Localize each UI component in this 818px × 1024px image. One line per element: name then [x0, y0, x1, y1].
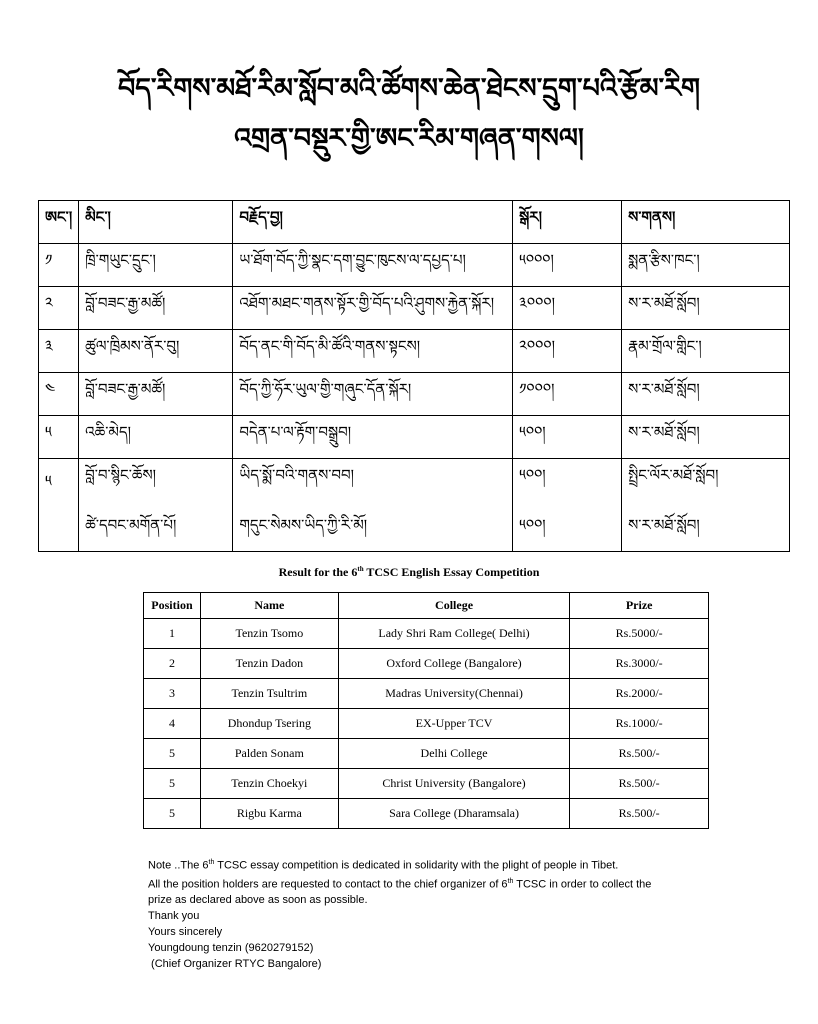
table-row [39, 330, 790, 373]
table-row [144, 679, 709, 709]
note-text: Note ..The 6 [148, 859, 209, 872]
name-cell: Tenzin Dadon [200, 649, 338, 679]
header-prize: སྒོར། [513, 201, 622, 244]
name-cell: Dhondup Tsering [200, 709, 338, 739]
prize-cell: Rs.500/- [570, 739, 709, 769]
english-result-table [143, 592, 709, 829]
note-text: TCSC essay competition is dedicated in solidarity with the plight of people in Tibet. [214, 859, 619, 872]
english-table-header [144, 593, 709, 619]
name-cell: བློ་བཟང་རྒྱ་མཚོ། [79, 373, 233, 416]
heading-text: TCSC English Essay Competition [363, 565, 540, 579]
prize-line: ༥༠༠། [519, 516, 546, 534]
table-row [144, 649, 709, 679]
prize-cell: ༡༠༠༠། [513, 373, 622, 416]
position-cell: 4 [144, 709, 201, 739]
position-cell: 5 [144, 799, 201, 829]
topic-cell: བོད་ཀྱི་ཧོར་ཡུལ་གྱི་གཞུང་དོན་སྐོར། [233, 373, 513, 416]
name-cell: ཁྲི་གཡུང་དྲུང་། [79, 244, 233, 287]
college-cell: Madras University(Chennai) [338, 679, 570, 709]
name-cell [79, 459, 233, 552]
table-row [144, 739, 709, 769]
tibetan-title-line-1: བོད་རིགས་མཐོ་རིམ་སློབ་མའི་ཚོགས་ཆེན་ཐེངས་དྲུག་པའི་རྩོམ་རིག [117, 73, 701, 104]
note-line [148, 855, 768, 874]
position-cell: 2 [144, 649, 201, 679]
header-name: མིང་། [79, 201, 233, 244]
topic-cell: བདེན་པ་ལ་རྟོག་བསྒྲུབ། [233, 416, 513, 459]
note-superscript: th [507, 877, 514, 885]
name-line: བློ་བ་སྙིང་ཆོས། [85, 466, 157, 484]
name-cell: Tenzin Tsomo [200, 619, 338, 649]
note-text: TCSC in order to collect the [513, 878, 652, 891]
prize-cell: ༢༠༠༠། [513, 330, 622, 373]
rank-cell: ༥ [39, 416, 79, 459]
closing-thanks: Thank you [148, 910, 200, 923]
signature-name: Youngdoung tenzin (9620279152) [148, 942, 314, 955]
prize-line: ༥༠༠། [519, 466, 546, 484]
place-cell: ས་ར་མཐོ་སློབ། [622, 416, 790, 459]
heading-text: Result for the 6 [278, 565, 358, 579]
college-cell: Lady Shri Ram College( Delhi) [338, 619, 570, 649]
note-text: All the position holders are requested to contact to the chief organizer of 6 [148, 878, 508, 891]
header-place: ས་གནས། [622, 201, 790, 244]
prize-cell: Rs.3000/- [570, 649, 709, 679]
table-row [39, 459, 790, 552]
note-block [148, 855, 768, 972]
name-cell: བློ་བཟང་རྒྱ་མཚོ། [79, 287, 233, 330]
college-cell: Delhi College [338, 739, 570, 769]
name-cell: Palden Sonam [200, 739, 338, 769]
prize-cell: Rs.500/- [570, 799, 709, 829]
rank-cell: ༡ [39, 244, 79, 287]
heading-superscript: th [357, 565, 364, 573]
place-cell: རྣམ་གྲོལ་གླིང་། [622, 330, 790, 373]
prize-cell [513, 459, 622, 552]
header-prize: Prize [570, 593, 709, 619]
name-cell: Rigbu Karma [200, 799, 338, 829]
college-cell: Sara College (Dharamsala) [338, 799, 570, 829]
name-cell: ཚུལ་ཁྲིམས་ནོར་བུ། [79, 330, 233, 373]
place-cell: ས་ར་མཐོ་སློབ། [622, 287, 790, 330]
note-line [148, 874, 768, 893]
position-cell: 5 [144, 739, 201, 769]
position-cell: 1 [144, 619, 201, 649]
table-row [144, 709, 709, 739]
note-line: prize as declared above as soon as possible. [148, 894, 368, 907]
topic-cell: འཐོག་མཐང་གནས་སྟོར་གྱི་བོད་པའི་ཤུགས་རྐྱེན་སྐོར། [233, 287, 513, 330]
table-row [39, 373, 790, 416]
prize-cell: Rs.1000/- [570, 709, 709, 739]
position-cell: 3 [144, 679, 201, 709]
table-row [39, 244, 790, 287]
tibetan-result-table [38, 200, 790, 552]
header-position: Position [144, 593, 201, 619]
table-row [144, 619, 709, 649]
rank-cell: ༢ [39, 287, 79, 330]
topic-line: ཡིད་སྨོ་བའི་གནས་བབ། [239, 466, 354, 484]
header-name: Name [200, 593, 338, 619]
rank-cell: ༣ [39, 330, 79, 373]
topic-cell: ཡ་ཐོག་བོད་ཀྱི་སྣང་དག་བྱུང་ཁུངས་ལ་དཔྱད་པ། [233, 244, 513, 287]
place-line: ས་ར་མཐོ་སློབ། [628, 516, 700, 534]
prize-cell: ༣༠༠༠། [513, 287, 622, 330]
header-college: College [338, 593, 570, 619]
prize-cell: ༥༠༠༠། [513, 244, 622, 287]
tibetan-table-header [39, 201, 790, 244]
result-heading [0, 565, 818, 580]
table-row [39, 287, 790, 330]
place-line: སྤྲིང་ལོར་མཐོ་སློབ། [628, 466, 719, 484]
note-superscript: th [208, 859, 215, 866]
name-cell: Tenzin Tsultrim [200, 679, 338, 709]
place-cell: སྨན་རྩིས་ཁང་། [622, 244, 790, 287]
topic-cell: བོད་ནང་གི་བོད་མི་ཚོའི་གནས་སྟངས། [233, 330, 513, 373]
name-cell: འཆི་མེད། [79, 416, 233, 459]
tibetan-title-line-2: འགྲན་བསྡུར་གྱི་ཨང་རིམ་གཞན་གསལ། [234, 123, 584, 154]
place-cell [622, 459, 790, 552]
prize-cell: Rs.500/- [570, 769, 709, 799]
topic-line: གདུང་སེམས་ཡིད་ཀྱི་རི་མོ། [239, 516, 368, 534]
prize-cell: Rs.5000/- [570, 619, 709, 649]
name-line: ཚེ་དབང་མགོན་པོ། [85, 516, 177, 534]
college-cell: EX-Upper TCV [338, 709, 570, 739]
header-topic: བརྗོད་བྱ། [233, 201, 513, 244]
signature-title: (Chief Organizer RTYC Bangalore) [148, 958, 322, 971]
prize-cell: Rs.2000/- [570, 679, 709, 709]
header-rank: ཨང་། [39, 201, 79, 244]
closing-salutation: Yours sincerely [148, 926, 223, 939]
table-row [144, 769, 709, 799]
topic-cell [233, 459, 513, 552]
table-row [39, 416, 790, 459]
prize-cell: ༥༠༠། [513, 416, 622, 459]
table-row [144, 799, 709, 829]
name-cell: Tenzin Choekyi [200, 769, 338, 799]
college-cell: Oxford College (Bangalore) [338, 649, 570, 679]
place-cell: ས་ར་མཐོ་སློབ། [622, 373, 790, 416]
rank-cell: ༤ [39, 373, 79, 416]
position-cell: 5 [144, 769, 201, 799]
rank-cell: ༥ [39, 459, 79, 552]
college-cell: Christ University (Bangalore) [338, 769, 570, 799]
